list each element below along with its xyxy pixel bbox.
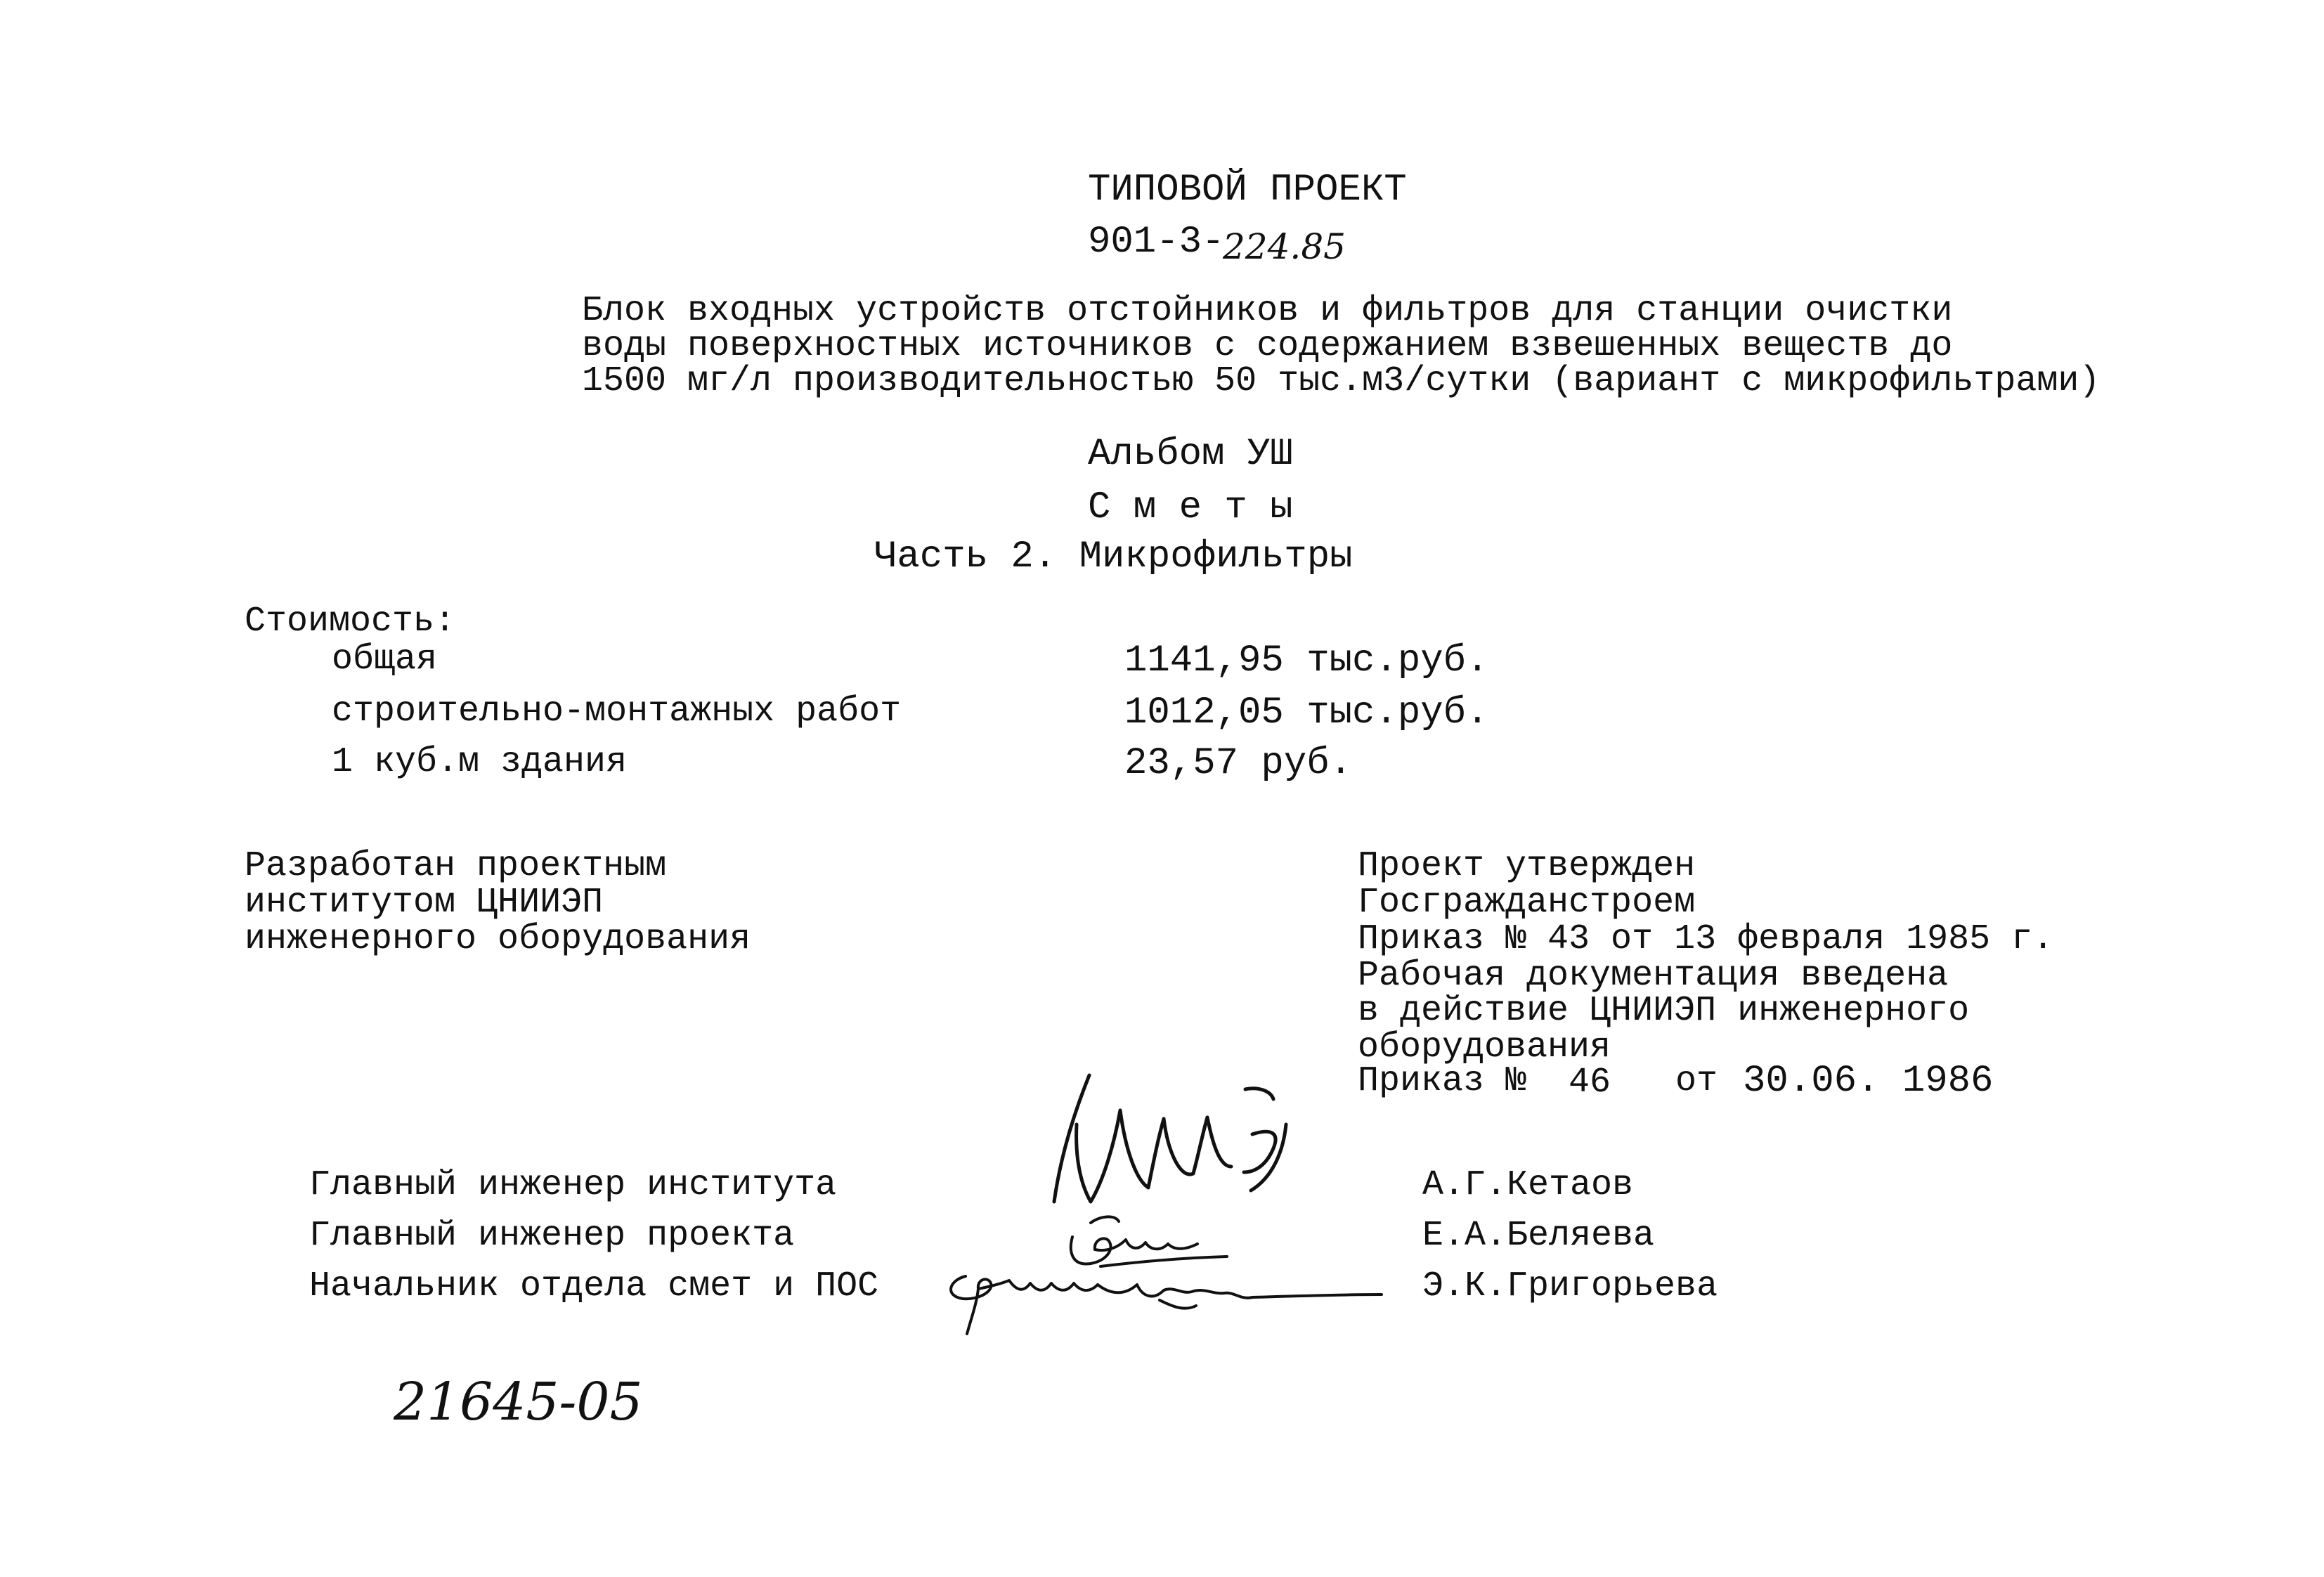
page-title: ТИПОВОЙ ПРОЕКТ	[1088, 169, 1407, 212]
developer-line: институтом ЦНИИЭП	[245, 883, 604, 923]
approval-line: Приказ № 43 от 13 февраля 1985 г.	[1358, 919, 2054, 959]
approval-line: Рабочая документация введена	[1358, 956, 1949, 996]
cost-label-construction: строительно-монтажных работ	[332, 692, 902, 732]
cost-value-total: 1141,95 тыс.руб.	[1124, 640, 1489, 682]
signatory-position: Главный инженер проекта	[309, 1216, 795, 1256]
project-description-line: воды поверхностных источников с содержанием взвешенных веществ до	[582, 326, 1953, 366]
signatory-name: Е.А.Беляева	[1422, 1216, 1655, 1256]
approval-line: Проект утвержден	[1358, 846, 1696, 886]
project-description-line: 1500 мг/л производительностью 50 тыс.м3/сутки (вариант с микрофильтрами)	[582, 361, 2101, 401]
order-prefix: Приказ №	[1358, 1061, 1527, 1101]
signatory-name: Э.К.Григорьева	[1422, 1266, 1718, 1306]
signature-chief-engineer-institute	[1047, 1061, 1314, 1223]
signature-head-of-estimates	[935, 1255, 1398, 1339]
cost-label-total: общая	[332, 640, 438, 680]
section-title: С м е т ы	[1088, 486, 1293, 529]
developer-line: Разработан проектным	[245, 846, 667, 886]
archive-number: 21645-05	[394, 1372, 643, 1432]
order-date: 30.06. 1986	[1743, 1060, 1994, 1103]
approval-line: оборудования	[1358, 1027, 1611, 1067]
signatory-position: Начальник отдела смет и ПОС	[309, 1266, 879, 1306]
cost-heading: Стоимость:	[245, 602, 456, 642]
developer-line: инженерного оборудования	[245, 919, 751, 959]
approval-line: Госгражданстроем	[1358, 883, 1696, 923]
approval-line: в действие ЦНИИЭП инженерного	[1358, 991, 1970, 1031]
project-description-line: Блок входных устройств отстойников и фильтров для станции очистки	[582, 291, 1953, 331]
project-number-printed: 901-3-	[1088, 221, 1225, 264]
part-title: Часть 2. Микрофильтры	[874, 536, 1353, 578]
cost-label-per-m3: 1 куб.м здания	[332, 742, 628, 782]
order-number: 46	[1569, 1063, 1611, 1103]
album-label: Альбом УШ	[1088, 433, 1293, 476]
signatory-name: А.Г.Кетаов	[1422, 1165, 1634, 1205]
order-date-prefix: от	[1675, 1061, 1718, 1101]
signatory-position: Главный инженер института	[309, 1165, 837, 1205]
cost-value-construction: 1012,05 тыс.руб.	[1124, 692, 1489, 734]
cost-value-per-m3: 23,57 руб.	[1124, 742, 1353, 785]
project-number-handwritten: 224.85	[1223, 226, 1346, 267]
